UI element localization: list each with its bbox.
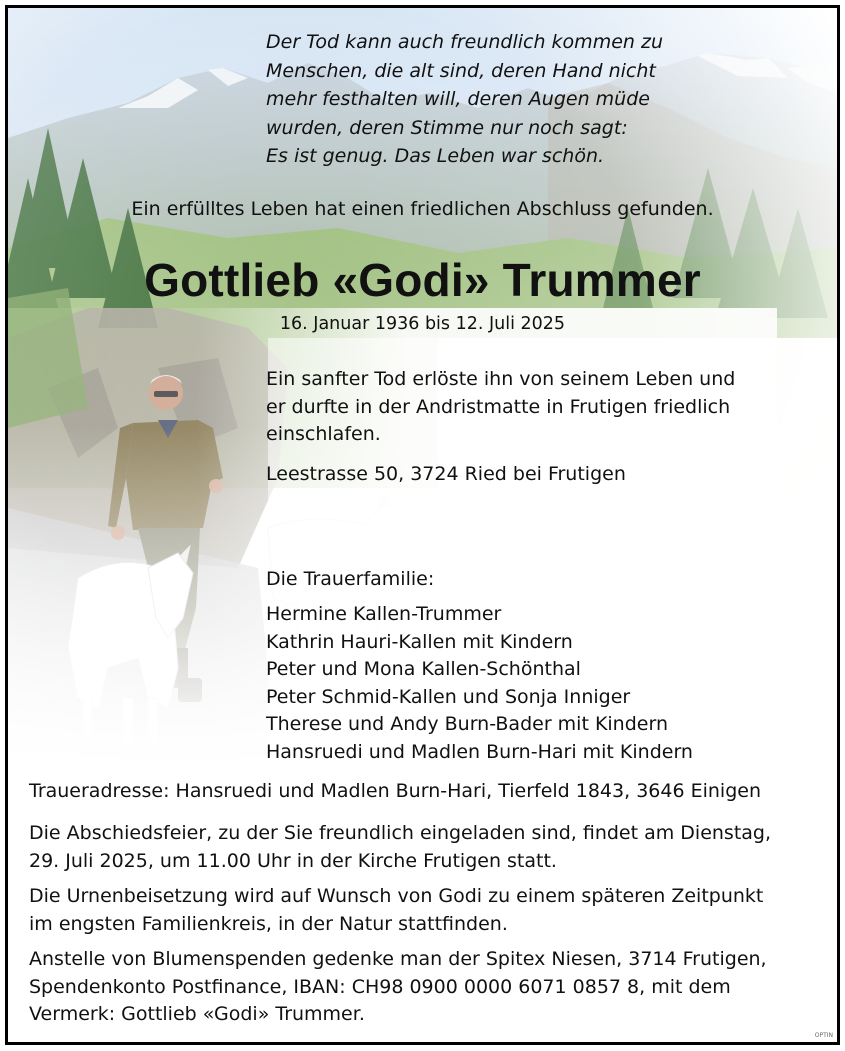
family-member: Kathrin Hauri-Kallen mit Kindern xyxy=(266,630,573,653)
donation-notice xyxy=(29,946,767,1029)
home-address: Leestrasse 50, 3724 Ried bei Frutigen xyxy=(266,463,626,485)
family-label: Die Trauerfamilie: xyxy=(266,568,435,590)
poem-line: mehr festhalten will, deren Augen müde xyxy=(266,88,650,110)
farewell-ceremony xyxy=(29,820,771,875)
family-member: Hansruedi und Madlen Burn-Hari mit Kindern xyxy=(266,740,693,763)
family-member: Hermine Kallen-Trummer xyxy=(266,603,502,625)
poem-line: Der Tod kann auch freundlich kommen zu xyxy=(266,31,663,53)
obituary-frame xyxy=(5,5,840,1045)
fulfilled-life-line: Ein erfülltes Leben hat einen friedlichen Abschluss gefunden. xyxy=(131,198,714,220)
publisher-credit: OPTIN xyxy=(814,1032,833,1039)
family-member: Therese und Andy Burn-Bader mit Kindern xyxy=(266,713,668,735)
deceased-name: Gottlieb «Godi» Trummer xyxy=(144,254,701,306)
death-notice-line: Ein sanfter Tod erlöste ihn von seinem Leben und xyxy=(266,368,736,390)
death-notice-line: er durfte in der Andristmatte in Frutigen friedlich xyxy=(266,395,731,418)
urn-line: Die Urnenbeisetzung wird auf Wunsch von Godi zu einem späteren Zeitpunkt xyxy=(29,885,764,907)
mourning-address: Traueradresse: Hansruedi und Madlen Burn-Hari, Tierfeld 1843, 3646 Einigen xyxy=(29,780,761,802)
life-dates: 16. Januar 1936 bis 12. Juli 2025 xyxy=(279,314,566,334)
poem-line: Menschen, die alt sind, deren Hand nicht xyxy=(266,59,656,82)
family-member: Peter und Mona Kallen-Schönthal xyxy=(266,658,581,680)
family-list xyxy=(266,601,693,766)
urn-line: im engsten Familienkreis, in der Natur stattfinden. xyxy=(29,912,508,935)
family-member: Peter Schmid-Kallen und Sonja Inniger xyxy=(266,685,631,708)
donation-line: Anstelle von Blumenspenden gedenke man der Spitex Niesen, 3714 Frutigen, xyxy=(29,948,767,970)
poem-line: wurden, deren Stimme nur noch sagt: xyxy=(266,116,628,139)
death-notice-line: einschlafen. xyxy=(266,423,381,445)
poem xyxy=(266,28,663,171)
urn-burial xyxy=(29,883,763,938)
poem-line: Es ist genug. Das Leben war schön. xyxy=(266,145,605,167)
donation-line: Spendenkonto Postfinance, IBAN: CH98 0900 0000 6071 0857 8, mit dem xyxy=(29,975,731,998)
death-notice xyxy=(266,366,735,449)
farewell-line: Die Abschiedsfeier, zu der Sie freundlich eingeladen sind, findet am Dienstag, xyxy=(29,822,772,844)
donation-line: Vermerk: Gottlieb «Godi» Trummer. xyxy=(29,1003,365,1025)
farewell-line: 29. Juli 2025, um 11.00 Uhr in der Kirche Frutigen statt. xyxy=(29,849,557,872)
